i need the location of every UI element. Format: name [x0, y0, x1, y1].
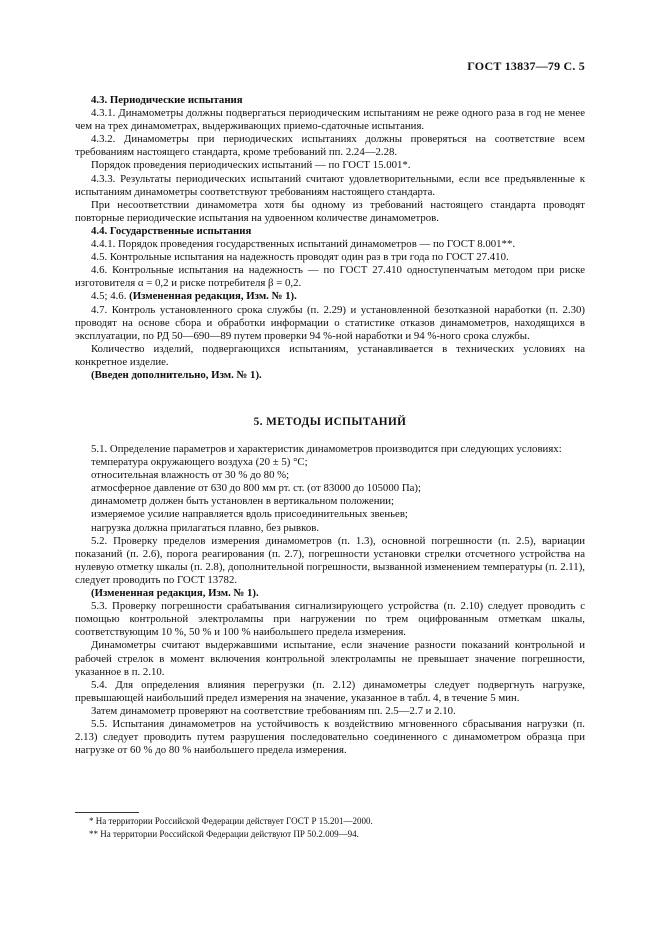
paragraph: (Измененная редакция, Изм. № 1). — [91, 587, 259, 600]
paragraph: измеряемое усилие направляется вдоль присоединительных звеньев; — [91, 508, 408, 521]
amendment-note: (Измененная редакция, Изм. № 1). — [129, 290, 297, 303]
paragraph: 4.4.1. Порядок проведения государственных испытаний динамометров — по ГОСТ 8.001**. — [91, 238, 516, 251]
footnote-2: ** На территории Российской Федерации действуют ПР 50.2.009—94. — [89, 829, 359, 839]
paragraph: 5.3. Проверку погрешности срабатывания сигнализирующего устройства (п. 2.10) следует проводить с помощью контрольной электролампы при нагружении по трем оцифрованным отметкам шкалы, соответствующим 10 %, 50 % и 100 % наибольшего предела измерения. — [75, 600, 585, 639]
paragraph: 5.2. Проверку пределов измерения динамометров (п. 1.3), основной погрешности (п. 2.5), вариации показаний (п. 2.6), порога реагирования (п. 2.7), погрешности установки стрелки отсчетного устройства на нулевую отметку шкалы (п. 2.8), дополнительной погрешности, вызванной изменением температуры (п. 2.11), следует проводить по ГОСТ 13782. — [75, 534, 585, 586]
paragraph: 4.3. Периодические испытания — [91, 94, 243, 106]
paragraph: 5.5. Испытания динамометров на устойчивость к воздействию мгновенного сбрасывания нагрузки (п. 2.13) следует проводить путем разрушения последовательно соединенного с динамометром образца при нагрузке от 60 % до 80 % наибольшего предела измерения. — [75, 717, 585, 757]
paragraph: Динамометры считают выдержавшими испытание, если значение разности показаний контрольной и рабочей стрелок в момент включения контрольной электролампы не превышает значение погрешности, указанное в п. 2.10. — [75, 639, 585, 678]
paragraph: Порядок проведения периодических испытаний — по ГОСТ 15.001*. — [91, 159, 411, 172]
page-header: ГОСТ 13837—79 С. 5 — [467, 59, 585, 73]
paragraph: атмосферное давление от 630 до 800 мм рт. ст. (от 83000 до 105000 Па); — [91, 482, 422, 495]
paragraph — [75, 290, 585, 303]
paragraph: динамометр должен быть установлен в вертикальном положении; — [91, 495, 395, 508]
paragraph: 4.6. Контрольные испытания на надежность — по ГОСТ 27.410 одноступенчатым методом при риске изготовителя α = 0,2 и риске потребителя β = 0,2. — [75, 264, 585, 290]
paragraph: температура окружающего воздуха (20 ± 5) °С; — [91, 456, 308, 469]
paragraph: 5.1. Определение параметров и характеристик динамометров производится при следующих условиях: — [91, 443, 562, 455]
paragraph: 4.4. Государственные испытания — [91, 224, 252, 237]
paragraph: 4.3.2. Динамометры при периодических испытаниях должны проверяться на соответствие всем требованиям настоящего стандарта, кроме требований пп. 2.24—2.28. — [75, 133, 585, 159]
paragraph: 4.7. Контроль установленного срока службы (п. 2.29) и установленной безотказной наработки (п. 2.30) проводят на основе сбора и обработки информации о статистике отказов динамометров, находящихся в эксплуатации, по РД 50—690—89 путем проверки 94 %-ной наработки и 94 %-ного срока службы. — [75, 303, 585, 342]
footnote-1: * На территории Российской Федерации действует ГОСТ Р 15.201—2000. — [89, 816, 373, 826]
body-text-1 — [75, 94, 585, 382]
body-text-2 — [75, 443, 585, 757]
paragraph: 4.3.1. Динамометры должны подвергаться периодическим испытаниям не реже одного раза в год не менее чем на трех динамометрах, выдерживающих приемо-сдаточные испытания. — [75, 107, 585, 133]
footnote-divider — [75, 812, 139, 813]
paragraph: нагрузка должна прилагаться плавно, без рывков. — [91, 521, 320, 534]
paragraph-ref: 4.5; 4.6. — [91, 290, 130, 303]
paragraph: 4.3.3. Результаты периодических испытаний считают удовлетворительными, если все предъявленные к испытаниям динамометры соответствуют требованиям настоящего стандарта. — [75, 172, 585, 198]
paragraph: При несоответствии динамометра хотя бы одному из требований настоящего стандарта проводят повторные периодические испытания на удвоенном количестве динамометров. — [75, 198, 585, 224]
paragraph: относительная влажность от 30 % до 80 %; — [91, 469, 290, 482]
section-title — [75, 416, 585, 428]
footnotes — [75, 815, 585, 841]
paragraph: 5.4. Для определения влияния перегрузки (п. 2.12) динамометры следует подвергнуть нагрузке, превышающей наибольший предел измерения на значение, указанное в табл. 4, в течение 5 мин. — [75, 678, 585, 704]
section-5-title: 5. МЕТОДЫ ИСПЫТАНИЙ — [253, 416, 407, 428]
paragraph: 4.5. Контрольные испытания на надежность проводят один раз в три года по ГОСТ 27.410. — [91, 251, 509, 264]
paragraph: (Введен дополнительно, Изм. № 1). — [91, 368, 262, 381]
paragraph: Количество изделий, подвергающихся испытаниям, устанавливается в технических условиях на конкретное изделие. — [75, 342, 585, 368]
paragraph: Затем динамометр проверяют на соответствие требованиям пп. 2.5—2.7 и 2.10. — [91, 704, 456, 717]
